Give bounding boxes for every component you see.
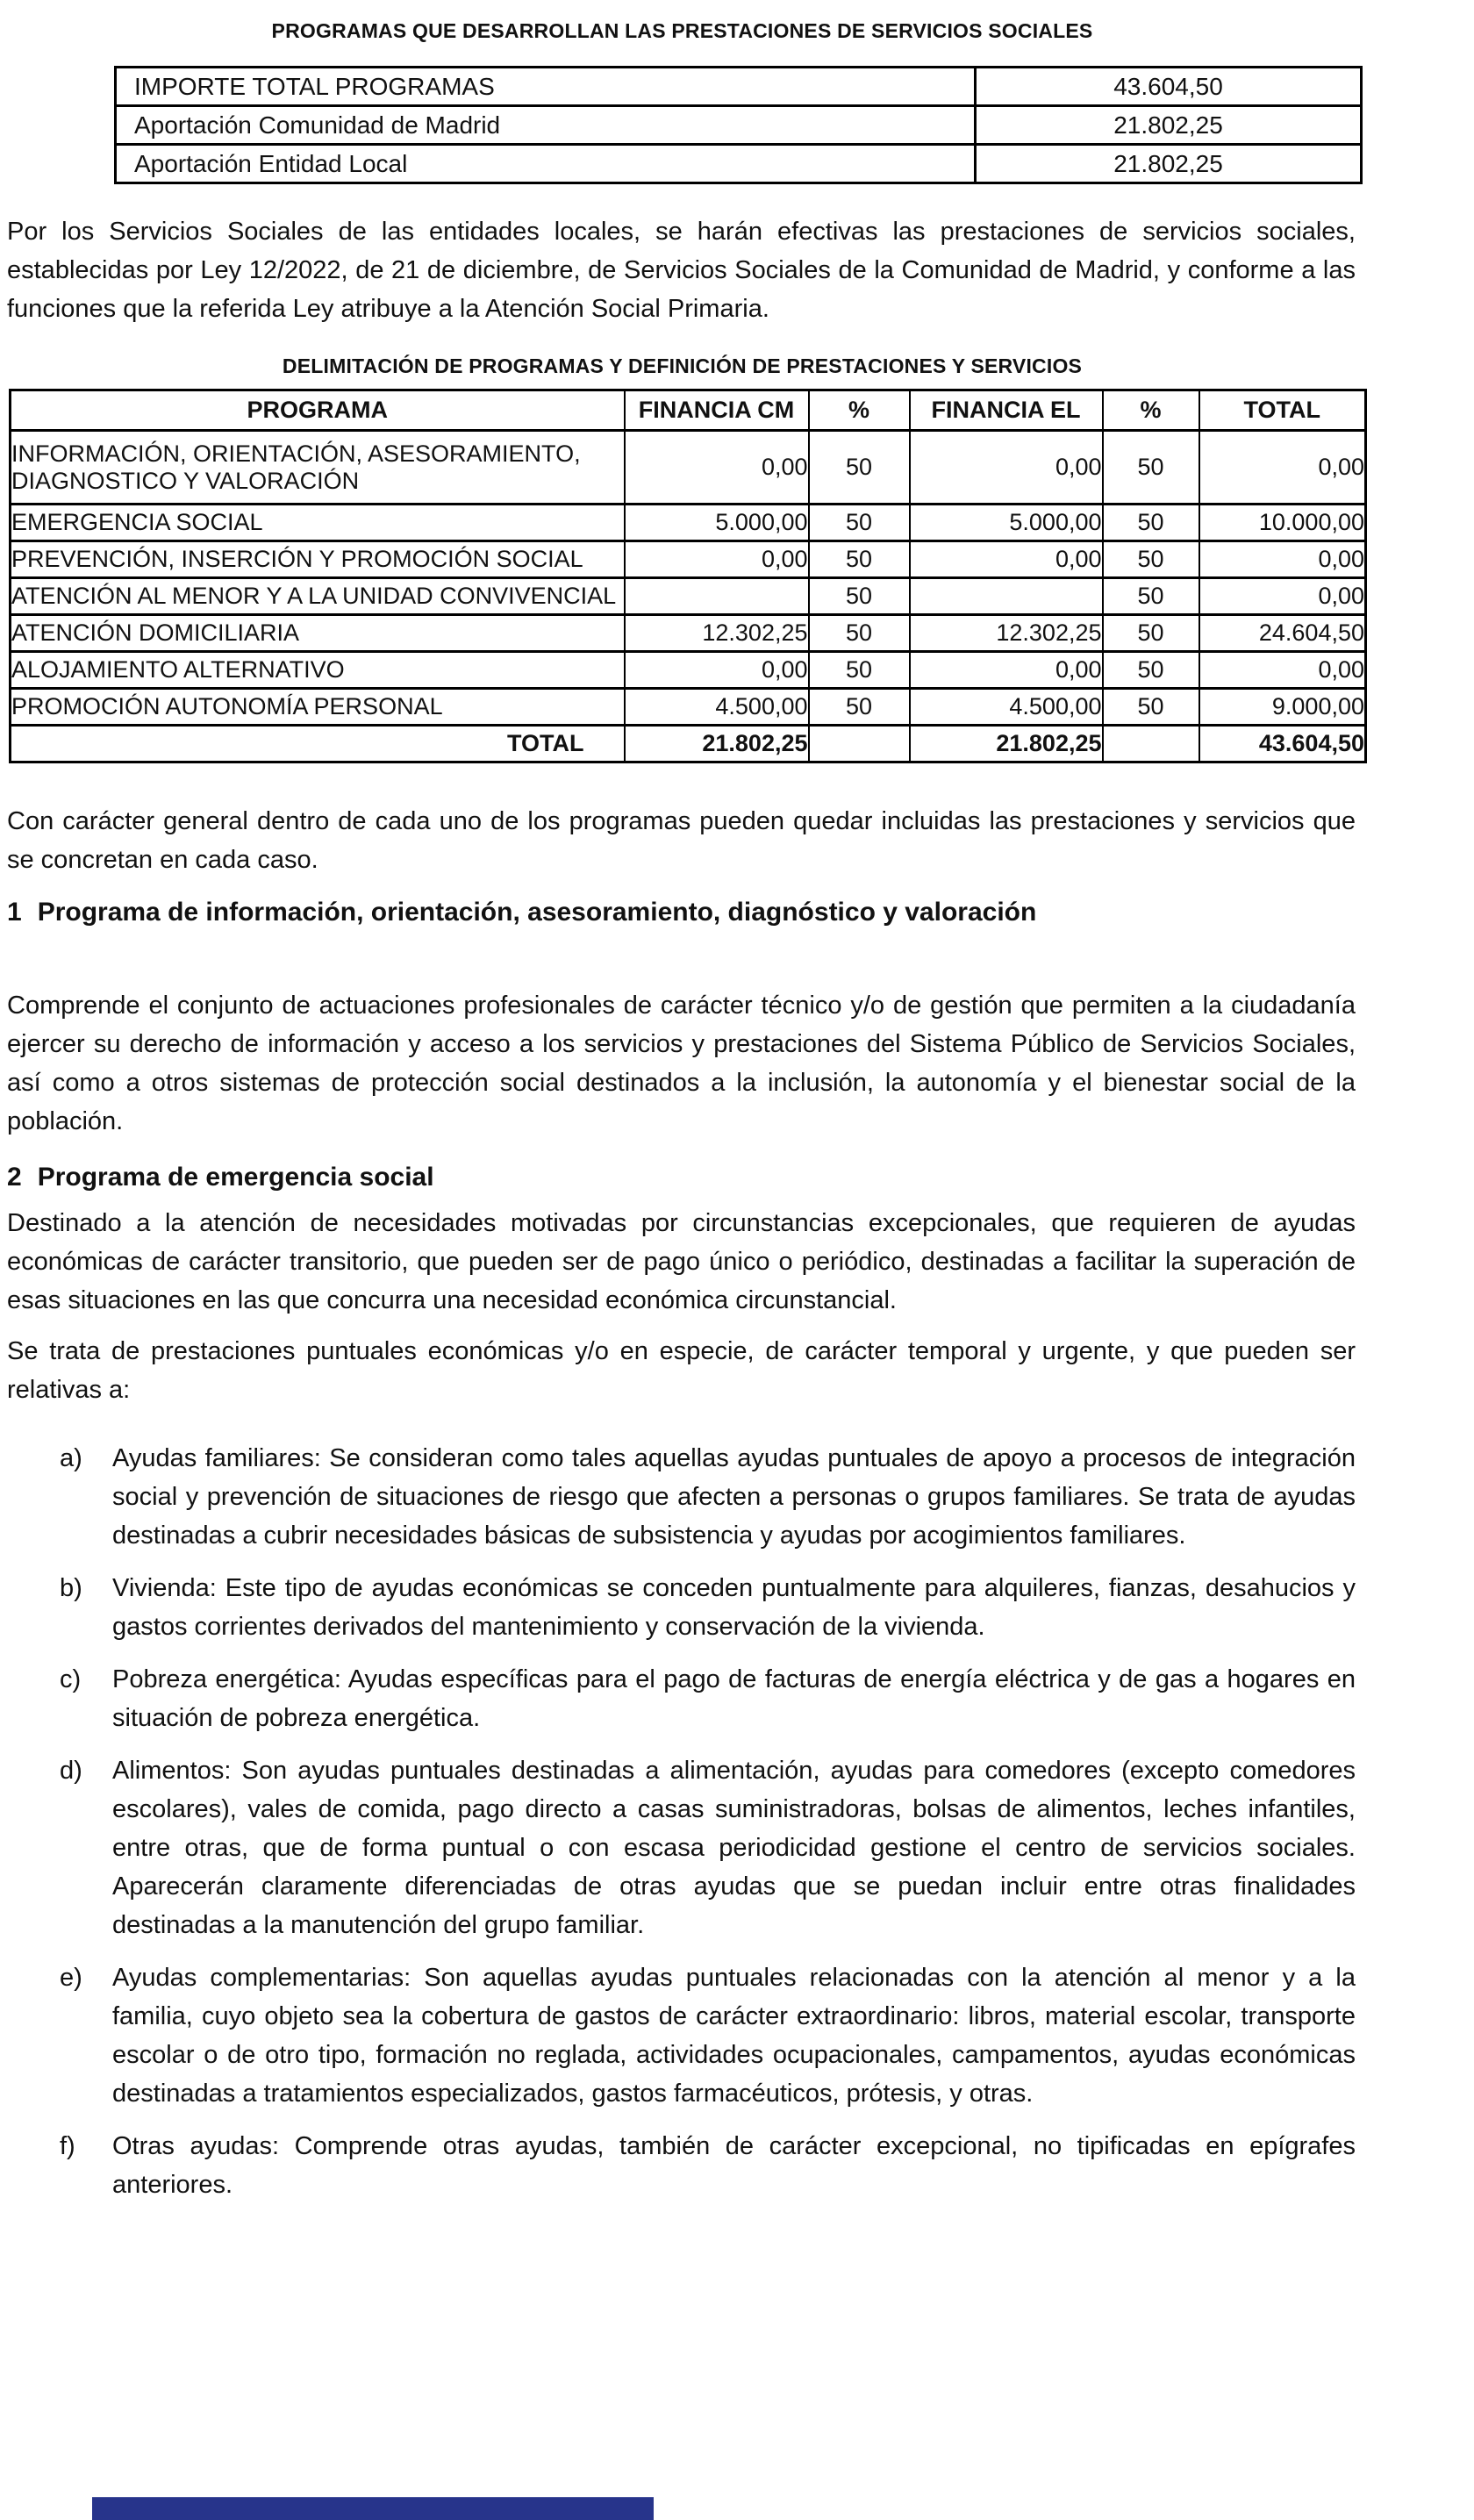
cell-financia-cm: 0,00 (625, 652, 809, 689)
cell-pct: 50 (1103, 505, 1199, 541)
list-item-text: Vivienda: Este tipo de ayudas económicas se conceden puntualmente para alquileres, fianzas, desahucios y gastos corrientes derivados del mantenimiento y conservación de la vivienda. (112, 1574, 1356, 1641)
list-item-text: Ayudas familiares: Se consideran como tales aquellas ayudas puntuales de apoyo a procesos de integración social y prevención de situaciones de riesgo que afecten a personas o grupos familiares. Se trata de ayudas destinadas a cubrir necesidades básicas de subsistencia y ayudas por acogimientos familiares. (112, 1444, 1356, 1550)
cell-financia-cm (625, 578, 809, 615)
list-item (60, 1439, 1356, 1555)
summary-value: 43.604,50 (976, 68, 1362, 106)
list-item-letter: a) (60, 1444, 82, 1472)
col-header-programa: PROGRAMA (11, 390, 625, 431)
table-row (116, 68, 1362, 106)
summary-label: Aportación Entidad Local (116, 145, 976, 183)
list-item (60, 1958, 1356, 2113)
cell-pct: 50 (809, 578, 910, 615)
table-row (11, 689, 1366, 726)
list-item-text: Pobreza energética: Ayudas específicas para el pago de facturas de energía eléctrica y de gas a hogares en situación de pobreza energética. (112, 1665, 1356, 1732)
cell-pct: 50 (1103, 578, 1199, 615)
list-item-letter: e) (60, 1964, 82, 1992)
cell-total-label: TOTAL (11, 726, 625, 762)
table-header-row (11, 390, 1366, 431)
cell-pct: 50 (809, 689, 910, 726)
col-header-total: TOTAL (1199, 390, 1366, 431)
table-row (116, 106, 1362, 145)
cell-total: 0,00 (1199, 578, 1366, 615)
cell-pct: 50 (809, 505, 910, 541)
section-2-paragraph: Se trata de prestaciones puntuales económicas y/o en especie, de carácter temporal y urgente, y que pueden ser relativas a: (7, 1337, 1356, 1404)
cell-pct: 50 (1103, 652, 1199, 689)
cell-total: 9.000,00 (1199, 689, 1366, 726)
aid-types-list (60, 1439, 1356, 2204)
programs-table (9, 389, 1367, 763)
section-title: Programa de emergencia social (37, 1163, 434, 1192)
cell-total: 0,00 (1199, 652, 1366, 689)
cell-pct: 50 (809, 652, 910, 689)
cell-financia-cm: 4.500,00 (625, 689, 809, 726)
list-item-text: Alimentos: Son ayudas puntuales destinadas a alimentación, ayudas para comedores (excepto comedores escolares), vales de comida, pago directo a casas suministradoras, bolsas de alimentos, leches infantiles, entre otras, que de forma puntual o con escasa periodicidad gestione el centro de servicios sociales. Aparecerán claramente diferenciadas de otras ayudas que se puedan incluir entre otras finalidades destinadas a la manutención del grupo familiar. (112, 1757, 1356, 1939)
cell-financia-el: 12.302,25 (910, 615, 1103, 652)
list-item-letter: d) (60, 1757, 82, 1785)
table-total-row (11, 726, 1366, 762)
section-heading-1 (7, 893, 1356, 932)
list-item (60, 1751, 1356, 1944)
summary-value: 21.802,25 (976, 145, 1362, 183)
cell-pct: 50 (1103, 431, 1199, 505)
caption-delimitacion: DELIMITACIÓN DE PROGRAMAS Y DEFINICIÓN DE PRESTACIONES Y SERVICIOS (282, 354, 1083, 377)
section-number: 1 (7, 898, 22, 927)
table-row (11, 652, 1366, 689)
cell-total: 0,00 (1199, 541, 1366, 578)
summary-value: 21.802,25 (976, 106, 1362, 145)
cell-financia-el: 5.000,00 (910, 505, 1103, 541)
cell-financia-cm: 12.302,25 (625, 615, 809, 652)
table-row (116, 145, 1362, 183)
summary-table (114, 66, 1363, 184)
cell-financia-el: 0,00 (910, 431, 1103, 505)
cell-financia-cm: 0,00 (625, 541, 809, 578)
section-2-paragraph: Destinado a la atención de necesidades motivadas por circunstancias excepcionales, que requieren de ayudas económicas de carácter transitorio, que pueden ser de pago único o periódico, destinadas a facilitar la superación de esas situaciones en las que concurra una necesidad económica circunstancial. (7, 1209, 1356, 1314)
cell-pct: 50 (1103, 541, 1199, 578)
cell-financia-cm: 21.802,25 (625, 726, 809, 762)
cell-programa: EMERGENCIA SOCIAL (11, 505, 625, 541)
table-row (11, 615, 1366, 652)
cell-programa: INFORMACIÓN, ORIENTACIÓN, ASESORAMIENTO, DIAGNOSTICO Y VALORACIÓN (11, 431, 625, 505)
cell-pct: 50 (1103, 689, 1199, 726)
cell-financia-el (910, 578, 1103, 615)
intro-paragraph: Por los Servicios Sociales de las entidades locales, se harán efectivas las prestaciones de servicios sociales, establecidas por Ley 12/2022, de 21 de diciembre, de Servicios Sociales de la Comunidad de Madrid, y conforme a las funciones que la referida Ley atribuye a la Atención Social Primaria. (7, 218, 1356, 323)
list-item-text: Otras ayudas: Comprende otras ayudas, también de carácter excepcional, no tipificadas en epígrafes anteriores. (112, 2132, 1356, 2199)
col-header-financia-el: FINANCIA EL (910, 390, 1103, 431)
col-header-financia-cm: FINANCIA CM (625, 390, 809, 431)
section-1-paragraph: Comprende el conjunto de actuaciones profesionales de carácter técnico y/o de gestión que permiten a la ciudadanía ejercer su derecho de información y acceso a los servicios y prestaciones del Sistema Público de Servicios Sociales, así como a otros sistemas de protección social destinados a la inclusión, la autonomía y el bienestar social de la población. (7, 992, 1356, 1135)
cell-programa: PROMOCIÓN AUTONOMÍA PERSONAL (11, 689, 625, 726)
col-header-pct: % (809, 390, 910, 431)
cell-pct: 50 (809, 615, 910, 652)
table-row (11, 541, 1366, 578)
general-paragraph: Con carácter general dentro de cada uno de los programas pueden quedar incluidas las prestaciones y servicios que se concretan en cada caso. (7, 807, 1356, 874)
cell-financia-el: 0,00 (910, 541, 1103, 578)
section-heading-2 (7, 1158, 1356, 1197)
cell-programa: ATENCIÓN AL MENOR Y A LA UNIDAD CONVIVENCIAL (11, 578, 625, 615)
col-header-pct: % (1103, 390, 1199, 431)
cell-pct (1103, 726, 1199, 762)
list-item (60, 1660, 1356, 1737)
cell-financia-cm: 0,00 (625, 431, 809, 505)
cell-programa: PREVENCIÓN, INSERCIÓN Y PROMOCIÓN SOCIAL (11, 541, 625, 578)
cell-financia-el: 4.500,00 (910, 689, 1103, 726)
caption-programas: PROGRAMAS QUE DESARROLLAN LAS PRESTACIONES DE SERVICIOS SOCIALES (271, 19, 1093, 42)
table-row (11, 431, 1366, 505)
list-item-letter: f) (60, 2132, 75, 2160)
list-item-letter: c) (60, 1665, 82, 1693)
cell-programa: ALOJAMIENTO ALTERNATIVO (11, 652, 625, 689)
cell-financia-el: 21.802,25 (910, 726, 1103, 762)
cell-financia-cm: 5.000,00 (625, 505, 809, 541)
summary-label: Aportación Comunidad de Madrid (116, 106, 976, 145)
cell-financia-el: 0,00 (910, 652, 1103, 689)
cell-pct: 50 (1103, 615, 1199, 652)
cell-total: 43.604,50 (1199, 726, 1366, 762)
list-item (60, 2127, 1356, 2204)
cell-pct (809, 726, 910, 762)
list-item-text: Ayudas complementarias: Son aquellas ayudas puntuales relacionadas con la atención al menor y a la familia, cuyo objeto sea la cobertura de gastos de carácter extraordinario: libros, material escolar, transporte escolar o de otro tipo, formación no reglada, actividades ocupacionales, campamentos, ayudas económicas destinadas a tratamientos especializados, gastos farmacéuticos, prótesis, y otras. (112, 1964, 1356, 2108)
footer-band (92, 2497, 654, 2520)
cell-pct: 50 (809, 541, 910, 578)
section-title: Programa de información, orientación, asesoramiento, diagnóstico y valoración (37, 898, 1037, 927)
table-row (11, 578, 1366, 615)
table-row (11, 505, 1366, 541)
list-item-letter: b) (60, 1574, 82, 1602)
cell-programa: ATENCIÓN DOMICILIARIA (11, 615, 625, 652)
cell-total: 10.000,00 (1199, 505, 1366, 541)
cell-pct: 50 (809, 431, 910, 505)
summary-label: IMPORTE TOTAL PROGRAMAS (116, 68, 976, 106)
list-item (60, 1569, 1356, 1646)
section-number: 2 (7, 1163, 22, 1192)
cell-total: 24.604,50 (1199, 615, 1366, 652)
cell-total: 0,00 (1199, 431, 1366, 505)
